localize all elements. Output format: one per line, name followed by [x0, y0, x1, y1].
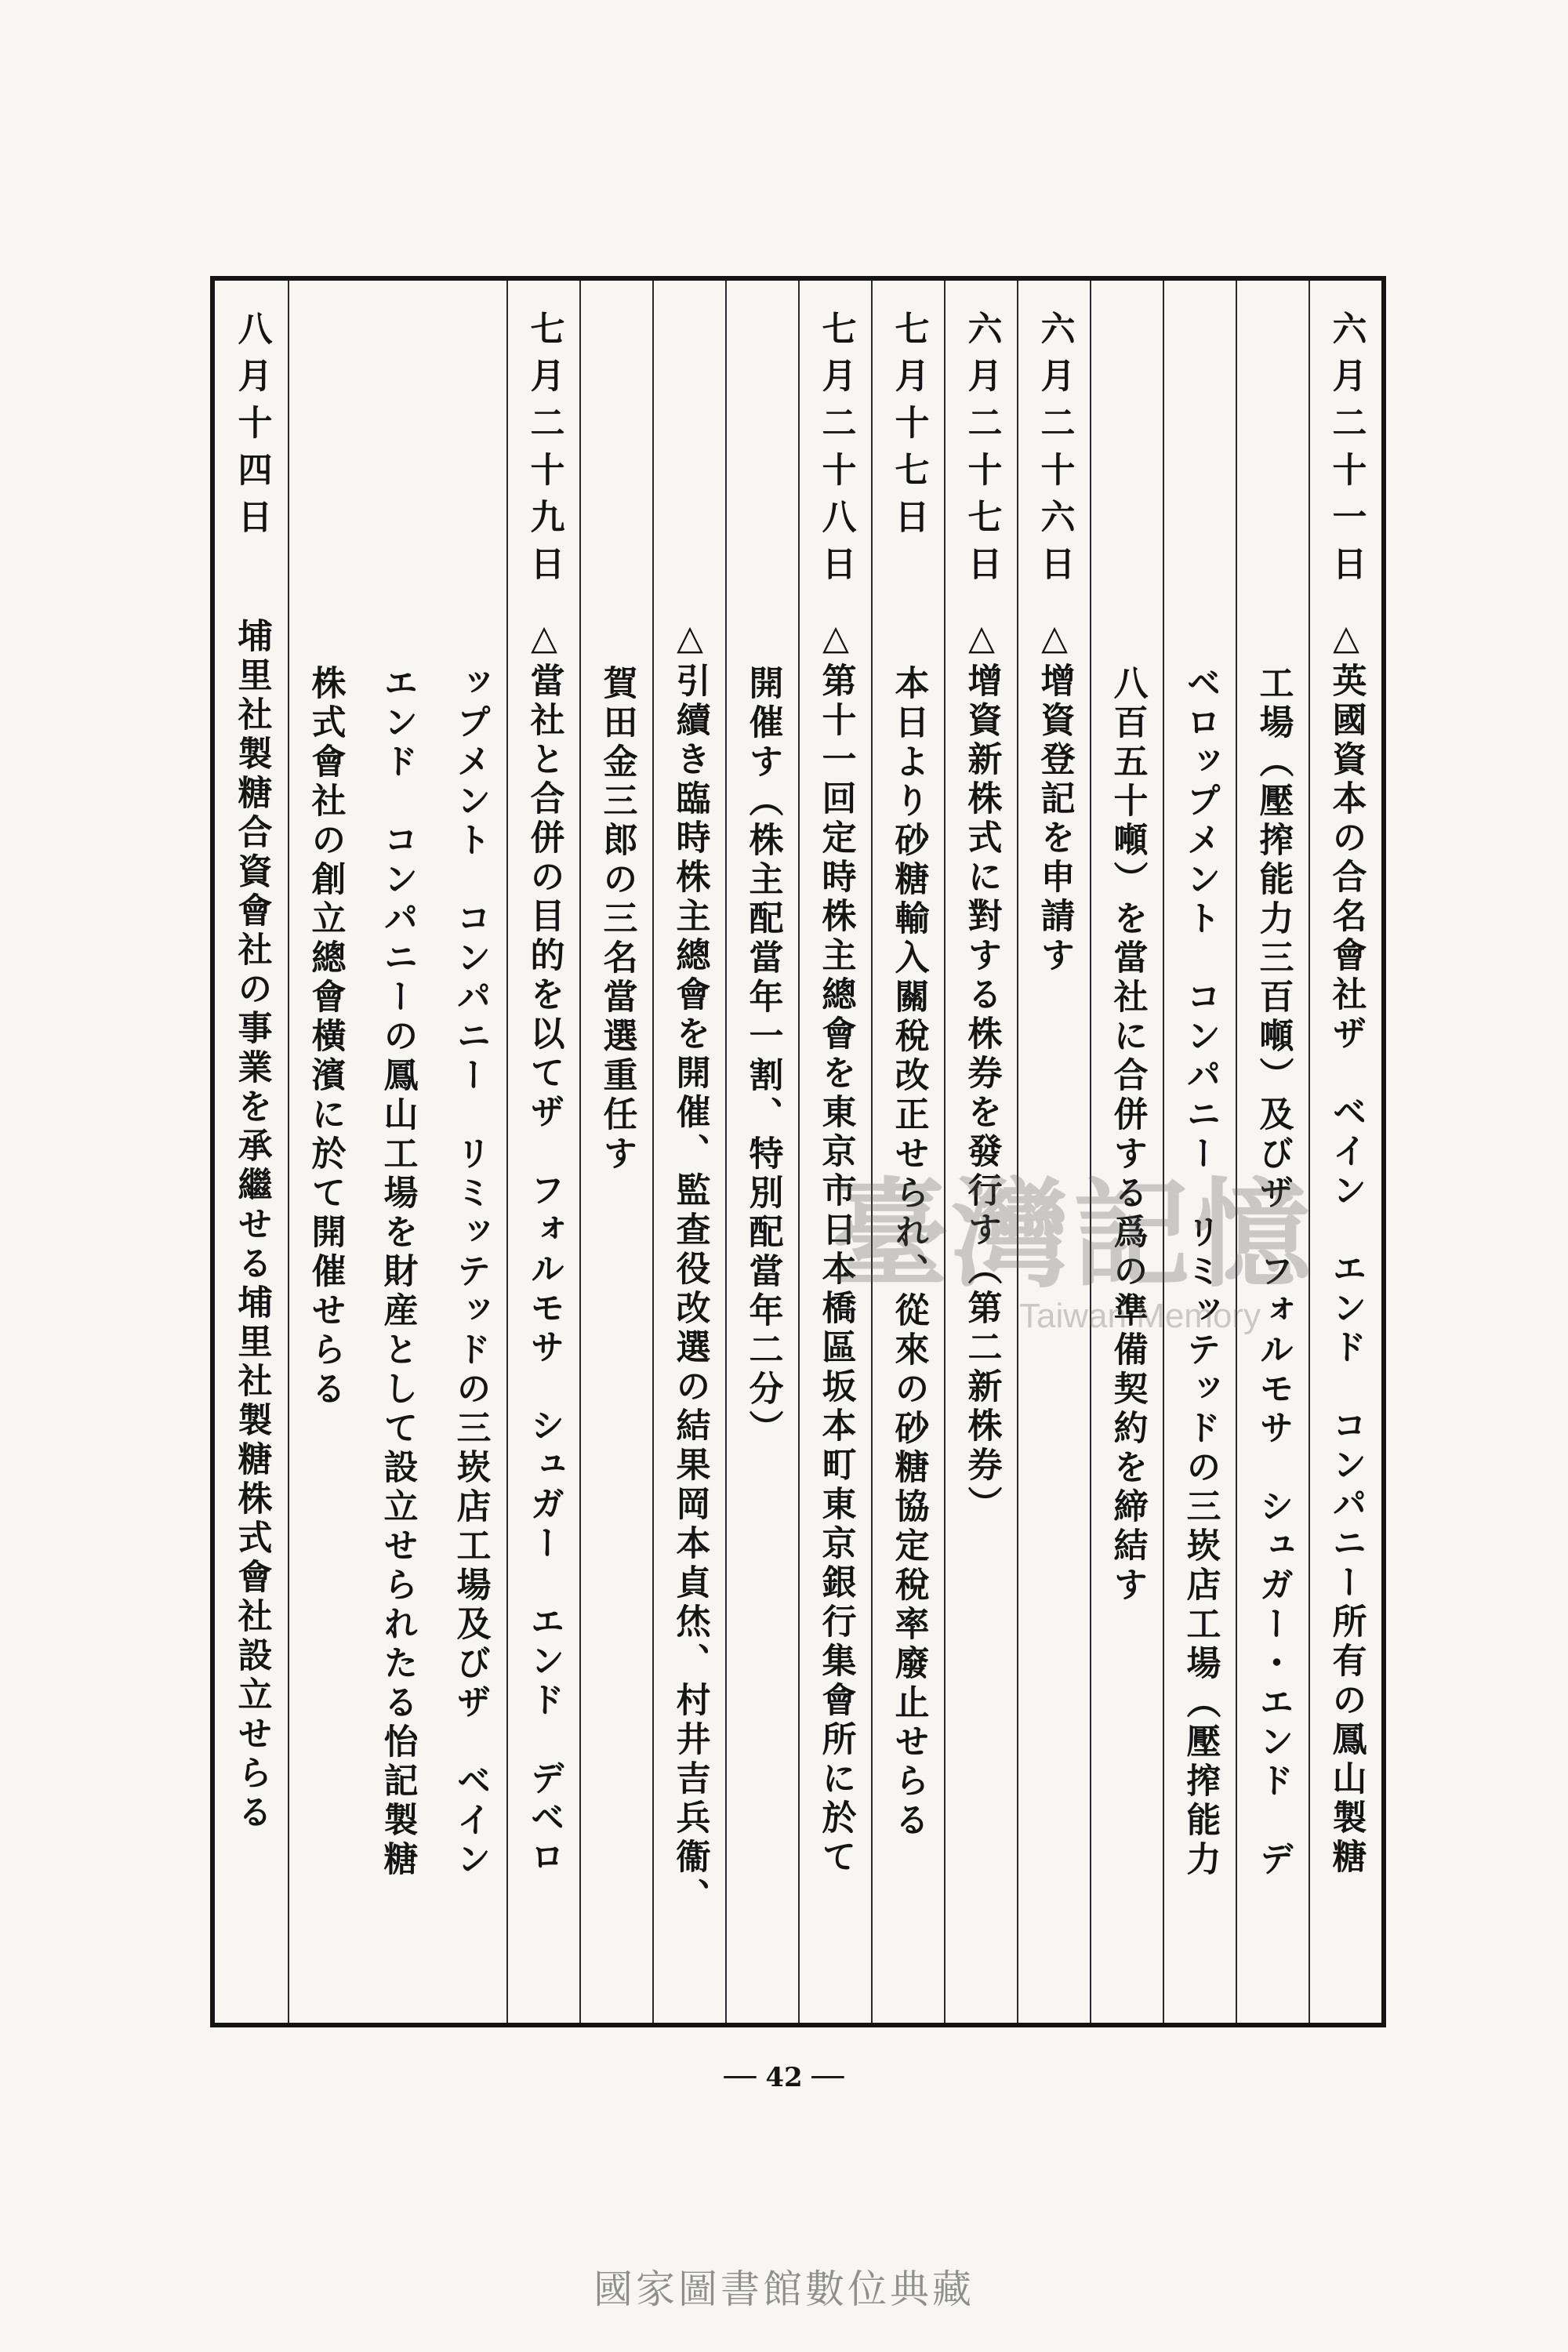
entry-text: エンド コンパニーの鳳山工場を財産として設立せられたる怡記製糖	[377, 665, 418, 1880]
entry-column	[1308, 281, 1381, 2023]
library-footer: 國家圖書館數位典藏	[593, 2267, 975, 2312]
entry-column	[1163, 281, 1236, 2023]
entry-date: 六月二十六日	[1034, 310, 1075, 593]
entry-column	[1236, 281, 1308, 2023]
entry-text: △增資登記を申請す	[1034, 618, 1075, 976]
entry-date: 六月二十七日	[961, 310, 1002, 593]
entry-date: 七月二十八日	[815, 310, 856, 593]
entry-text: 賀田金三郎の三名當選重任す	[597, 665, 637, 1174]
entry-text: △增資新株式に對する株券を發行す（第二新株券）	[961, 618, 1002, 1525]
entry-text: 株式會社の創立總會橫濱に於て開催せらる	[305, 665, 346, 1410]
entry-column	[361, 281, 434, 2023]
entry-date: 六月二十一日	[1326, 310, 1367, 593]
entry-column	[798, 281, 871, 2023]
entry-column	[725, 281, 798, 2023]
entry-date: 七月十七日	[888, 310, 929, 546]
entry-text: 埔里社製糖合資會社の事業を承繼せる埔里社製糖株式會社設立せらる	[231, 618, 272, 1833]
entry-text: 八百五十噸）を當社に合併する爲の準備契約を締結す	[1107, 665, 1148, 1606]
entry-date: 八月十四日	[231, 310, 272, 546]
entry-column	[506, 281, 579, 2023]
entry-column	[434, 281, 506, 2023]
entry-text: 開催す（株主配當年一割、特別配當年二分）	[742, 665, 783, 1449]
entry-text: △第十一回定時株主總會を東京市日本橋區坂本町東京銀行集會所に於て	[815, 618, 856, 1878]
entry-column	[871, 281, 944, 2023]
entry-text: 本日より砂糖輸入關稅改正せられ、從來の砂糖協定稅率廢止せらる	[888, 665, 929, 1841]
entry-text: △引續き臨時株主總會を開催、監查役改選の結果岡本貞烋、村井吉兵衞、	[670, 618, 710, 1917]
page-frame	[210, 276, 1386, 2027]
entry-text: 工場（壓搾能力三百噸）及びザ フォルモサ シュガー・エンド デ	[1253, 665, 1294, 1880]
entry-text: ップメント コンパニー リミッテッドの三崁店工場及びザ ベイン	[450, 665, 491, 1880]
entry-column	[1017, 281, 1090, 2023]
entry-text: △當社と合併の目的を以てザ フォルモサ シュガー エンド デベロ	[524, 618, 564, 1878]
watermark-english: Taiwan Memory	[1019, 1297, 1261, 1335]
entry-date: 七月二十九日	[524, 310, 564, 593]
entry-text: ベロップメント コンパニー リミッテッドの三崁店工場（壓搾能力	[1180, 665, 1221, 1880]
entry-column	[215, 281, 288, 2023]
watermark-chinese: 臺灣記憶	[831, 1166, 1315, 1304]
entry-column	[1090, 281, 1163, 2023]
entry-column	[288, 281, 361, 2023]
entry-column	[652, 281, 725, 2023]
page-number: ── 42 ──	[724, 2062, 844, 2093]
entry-column	[944, 281, 1017, 2023]
entry-text: △英國資本の合名會社ザ ベイン エンド コンパニー所有の鳳山製糖	[1326, 618, 1367, 1878]
entry-column	[579, 281, 652, 2023]
